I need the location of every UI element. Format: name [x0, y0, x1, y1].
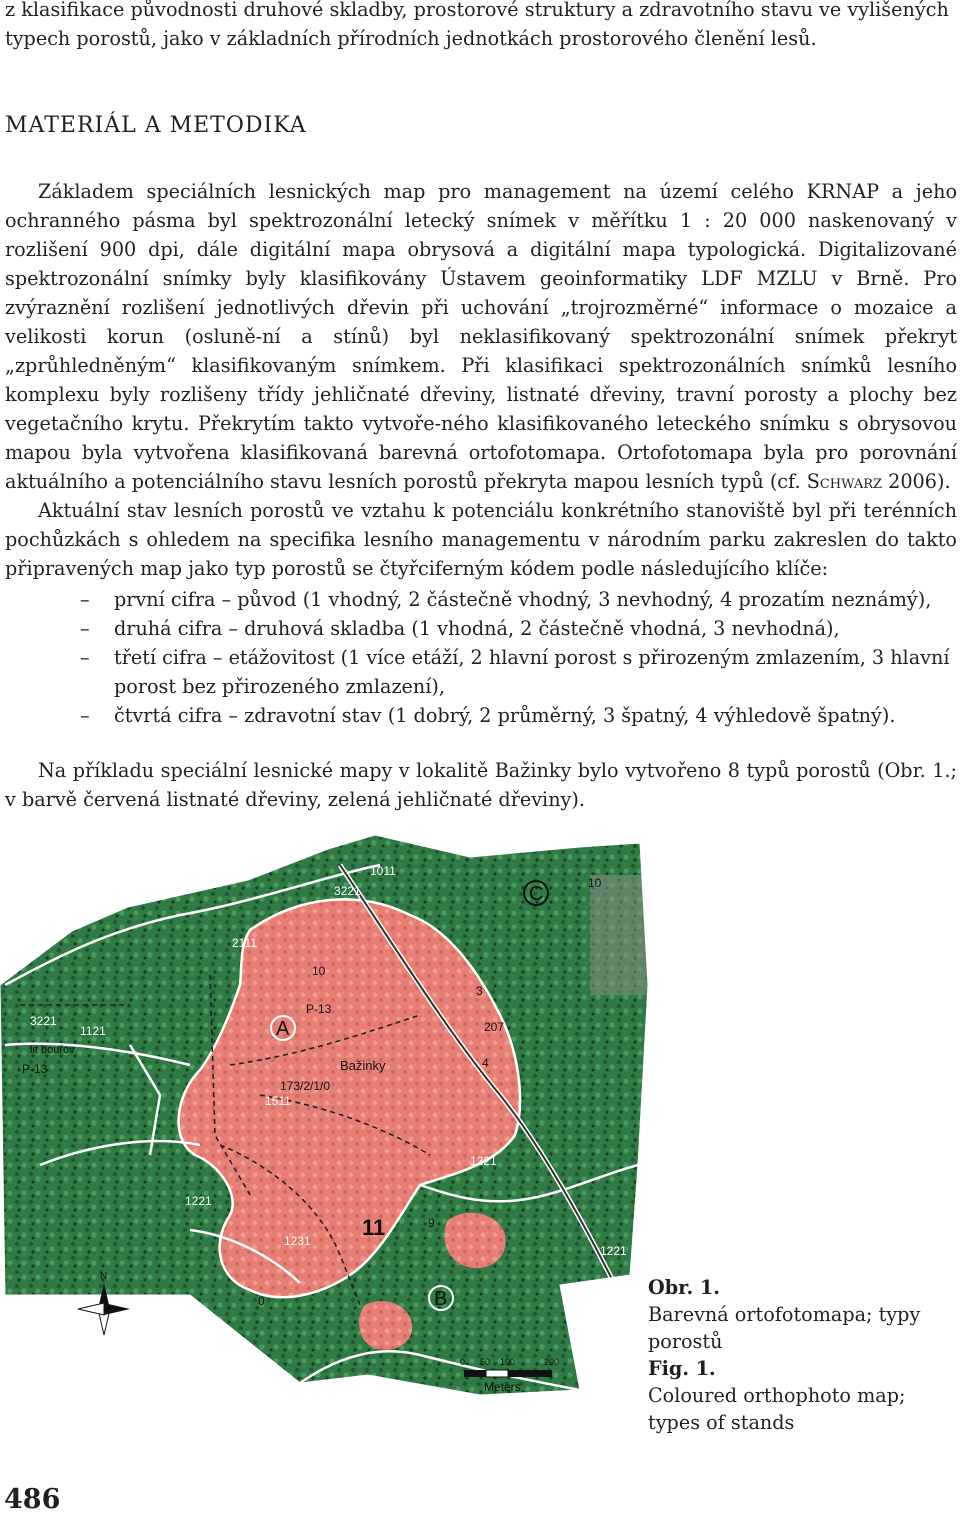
plot-code: 1221: [600, 1244, 627, 1258]
plot-code: 1221: [470, 1154, 497, 1168]
path-label: P-13: [306, 1002, 332, 1016]
orthophoto-map: [0, 835, 660, 1465]
path-label: 3: [476, 984, 483, 998]
scale-tick: 50: [480, 1357, 491, 1367]
list-dash: –: [80, 646, 90, 669]
caption-text-en: Coloured orthophoto map; types of stands: [648, 1384, 906, 1434]
scale-tick: 0: [460, 1357, 466, 1367]
area-label: A: [276, 1018, 290, 1040]
path-label: 0: [258, 1294, 265, 1308]
intro-paragraph: z klasifikace původnosti druhové skladby, prostorové struktury a zdravotního stavu ve vylišených typech porostů, jako v základních přírodních jednotkách prostorového členění lesů.: [5, 0, 949, 50]
paragraph-2: Aktuální stav lesních porostů ve vztahu k potenciálu konkrétního stanoviště byl při terénních pochůzkách s ohledem na specifika lesního managementu v národním parku zakreslen do takto připravených map jako typ porostů se čtyřciferným kódem podle následujícího klíče:: [5, 499, 957, 580]
paragraph-3: Na příkladu speciální lesnické mapy v lokalitě Bažinky bylo vytvořeno 8 typů porostů (Obr. 1.; v barvě červená listnaté dřeviny, zelená jehličnaté dřeviny).: [5, 759, 957, 811]
list-dash: –: [80, 588, 90, 611]
path-label: 4: [482, 1056, 489, 1070]
list-item-text: čtvrtá cifra – zdravotní stav (1 dobrý, 2 průměrný, 3 špatný, 4 výhledově špatný).: [114, 704, 896, 727]
list-item: [5, 643, 957, 701]
plot-code: 3221: [30, 1014, 57, 1028]
paragraph-1: [5, 177, 957, 496]
area-label: C: [529, 883, 544, 905]
list-item: [5, 614, 957, 643]
key-list: [5, 585, 957, 730]
section-heading: MATERIÁL A METODIKA: [5, 113, 307, 138]
scale-tick: 100: [500, 1357, 516, 1367]
plot-code: 1121: [80, 1024, 106, 1038]
caption-text-cz: Barevná ortofotomapa; typy porostů: [648, 1303, 921, 1353]
locality-label: Bažinky: [340, 1058, 386, 1073]
path-label: 173/2/1/0: [280, 1079, 331, 1093]
path-label: 207: [484, 1020, 505, 1034]
figure-caption: [648, 1274, 958, 1436]
list-item: [5, 585, 957, 614]
plot-code: 3221: [334, 884, 361, 898]
list-item: [5, 701, 957, 730]
citation-author: Schwarz: [806, 470, 883, 493]
list-dash: –: [80, 704, 90, 727]
scale-tick: 200: [544, 1357, 560, 1367]
north-label: N: [100, 1271, 108, 1282]
list-item-text: třetí cifra – etážovitost (1 více etáží, 2 hlavní porost s přirozeným zmlazením, 3 hlavní porost bez přirozeného zmlazení),: [114, 646, 950, 698]
plot-code: 2111: [232, 936, 257, 950]
path-label: 11: [362, 1215, 386, 1240]
plot-code: 1511: [265, 1094, 291, 1108]
scale-unit: Meters: [484, 1380, 521, 1394]
paragraph-1-text: Základem speciálních lesnických map pro management na území celého KRNAP a jeho ochranného pásma byl spektrozonální letecký snímek v měřítku 1 : 20 000 naskenovaný v rozlišení 900 dpi, dále digitální mapa obrysová a digitální mapa typologická. Digitalizované spektrozonální snímky byly klasifikovány Ústavem geoinformatiky LDF MZLU v Brně. Pro zvýraznění rozlišení jednotlivých dřevin při uchování „trojrozměrné“ informace o mozaice a velikosti korun (osluně-ní a stínů) byl neklasifikovaný spektrozonální snímek překryt „zprůhledněným“ klasifikovaným snímkem. Při klasifikaci spektrozonálních snímků lesního komplexu byly rozlišeny třídy jehličnaté dřeviny, listnaté dřeviny, travní porosty a plochy bez vegetačního krytu. Překrytím takto vytvoře-ného klasifikovaného leteckého snímku s obrysovou mapou byla vytvořena klasifikovaná barevná ortofotomapa. Ortofotomapa byla pro porovnání aktuálního a potenciálního stavu lesních porostů překryta mapou lesních typů (cf.: [5, 180, 957, 493]
list-dash: –: [80, 617, 90, 640]
list-item-text: první cifra – původ (1 vhodný, 2 částečně vhodný, 3 nevhodný, 4 prozatím neznámý),: [114, 588, 932, 611]
list-item-text: druhá cifra – druhová skladba (1 vhodná, 2 částečně vhodná, 3 nevhodná),: [114, 617, 840, 640]
path-label: 10: [588, 876, 602, 890]
area-label: B: [434, 1288, 448, 1310]
path-label: 10: [312, 964, 326, 978]
path-label: P-13: [22, 1062, 48, 1076]
plot-code: 1231: [284, 1234, 311, 1248]
caption-label-en: Fig. 1.: [648, 1357, 716, 1380]
side-label: lit bouřov: [30, 1044, 75, 1056]
plot-code: 1011: [370, 864, 396, 878]
plot-code: 1221: [185, 1194, 212, 1208]
page-number: 486: [4, 1484, 61, 1515]
caption-label-cz: Obr. 1.: [648, 1276, 720, 1299]
path-label: 9: [428, 1216, 435, 1230]
map-image: [0, 835, 660, 1465]
citation-year: 2006).: [882, 470, 951, 493]
